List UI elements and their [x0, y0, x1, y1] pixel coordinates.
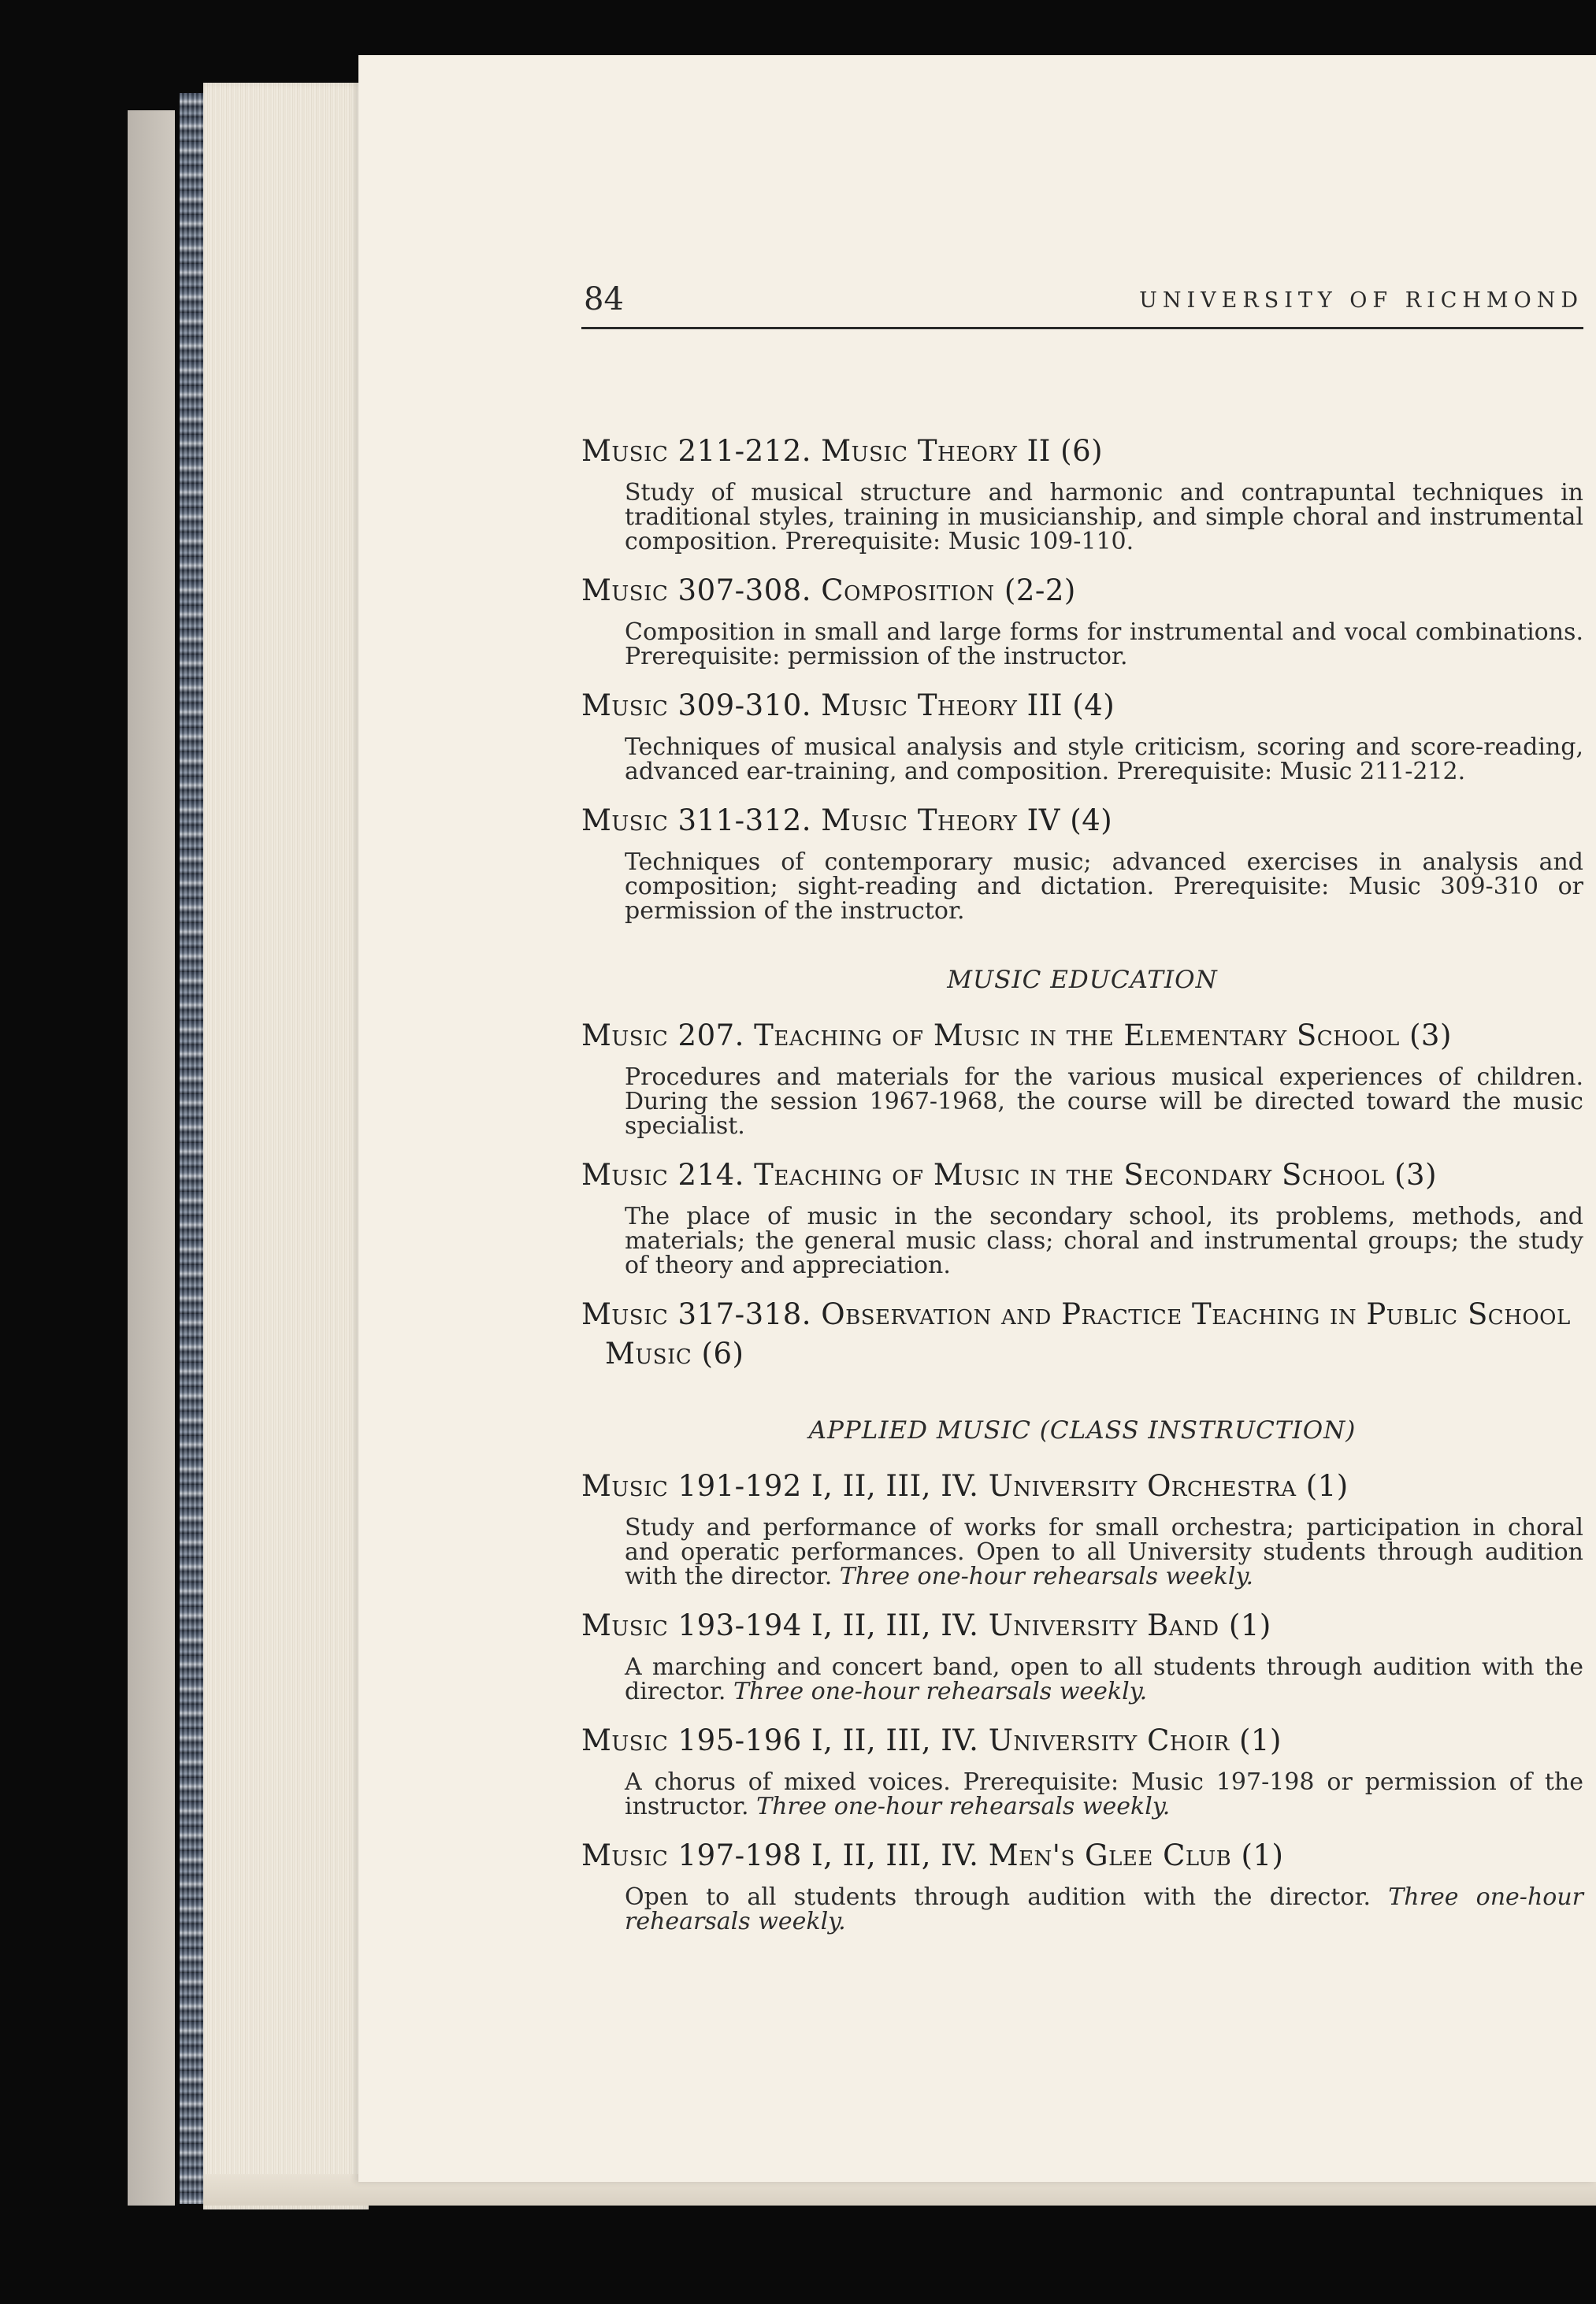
book-page	[358, 55, 1596, 2182]
course-entry	[581, 1295, 1583, 1374]
course-description	[625, 1655, 1583, 1704]
running-head: UNIVERSITY OF RICHMOND	[1139, 288, 1583, 313]
course-title: Music 309-310. Music Theory III (4)	[581, 688, 1115, 722]
page-stack-edge	[203, 83, 369, 2209]
course-description: Techniques of musical analysis and style criticism, scoring and score-reading, advanced ear-training, and composition. Prerequisite: Music 211-212.	[625, 733, 1583, 785]
course-entry	[581, 801, 1583, 923]
course-title: Music 195-196 I, II, III, IV. University Choir (1)	[581, 1723, 1282, 1757]
course-title: Music 211-212. Music Theory II (6)	[581, 434, 1104, 468]
course-entry	[581, 1721, 1583, 1819]
course-title: Music 193-194 I, II, III, IV. University Band (1)	[581, 1608, 1271, 1642]
rehearsal-note: Three one-hour rehearsals weekly.	[756, 1793, 1171, 1820]
course-entry	[581, 686, 1583, 784]
course-description-text: A marching and concert band, open to all students through audition with the director.	[625, 1653, 1583, 1705]
rehearsal-note: Three one-hour rehearsals weekly.	[733, 1678, 1148, 1705]
course-description	[625, 1516, 1583, 1589]
course-description	[625, 1770, 1583, 1819]
course-title: Music 311-312. Music Theory IV (4)	[581, 803, 1113, 837]
course-title: Music 191-192 I, II, III, IV. University Orchestra (1)	[581, 1469, 1349, 1503]
course-title: Music 307-308. Composition (2-2)	[581, 573, 1076, 607]
course-title: Music 197-198 I, II, III, IV. Men's Glee Club (1)	[581, 1838, 1284, 1872]
course-description-text: Open to all students through audition with the director.	[625, 1883, 1371, 1911]
section-heading-applied-music: APPLIED MUSIC (CLASS INSTRUCTION)	[808, 1416, 1357, 1445]
course-description: Study of musical structure and harmonic and contrapuntal techniques in traditional styles, training in musicianship, and simple choral and instrumental composition. Prerequisite: Music 109-110.	[625, 479, 1583, 555]
course-description	[625, 1885, 1583, 1934]
course-entry	[581, 432, 1583, 554]
course-entry	[581, 571, 1583, 669]
section-heading-music-education: MUSIC EDUCATION	[947, 966, 1218, 994]
course-description: Techniques of contemporary music; advanced exercises in analysis and composition; sight-reading and dictation. Prerequisite: Music 309-310 or permission of the instructor.	[625, 848, 1583, 925]
course-description: Procedures and materials for the various musical experiences of children. During the session 1967-1968, the course will be directed toward the music specialist.	[625, 1063, 1583, 1140]
course-entry	[581, 1836, 1583, 1934]
course-description: Composition in small and large forms for instrumental and vocal combinations. Prerequisite: permission of the instructor.	[625, 618, 1583, 670]
rehearsal-note: Three one-hour rehearsals weekly.	[839, 1563, 1254, 1590]
page-content	[581, 432, 1583, 1951]
course-entry	[581, 1606, 1583, 1704]
marbled-texture	[180, 93, 205, 2204]
course-entry	[581, 1467, 1583, 1589]
course-entry	[581, 1016, 1583, 1138]
course-entry	[581, 1156, 1583, 1278]
course-description-text: Study and performance of works for small orchestra; participation in choral and operatic performances. Open to all University students through audition with the director.	[625, 1514, 1583, 1590]
page-number: 84	[584, 281, 624, 317]
rehearsal-note: Three one-hour rehearsals weekly.	[625, 1883, 1583, 1935]
course-title: Music 317-318. Observation and Practice Teaching in Public School Music (6)	[581, 1297, 1571, 1371]
header-rule	[581, 327, 1583, 329]
course-description: The place of music in the secondary school, its problems, methods, and materials; the general music class; choral and instrumental groups; the study of theory and appreciation.	[625, 1203, 1583, 1279]
course-description-text: A chorus of mixed voices. Prerequisite: Music 197-198 or permission of the instructor.	[625, 1768, 1583, 1820]
book-cover-edge	[128, 110, 175, 2206]
course-title: Music 207. Teaching of Music in the Elementary School (3)	[581, 1018, 1452, 1052]
course-title: Music 214. Teaching of Music in the Secondary School (3)	[581, 1158, 1438, 1192]
